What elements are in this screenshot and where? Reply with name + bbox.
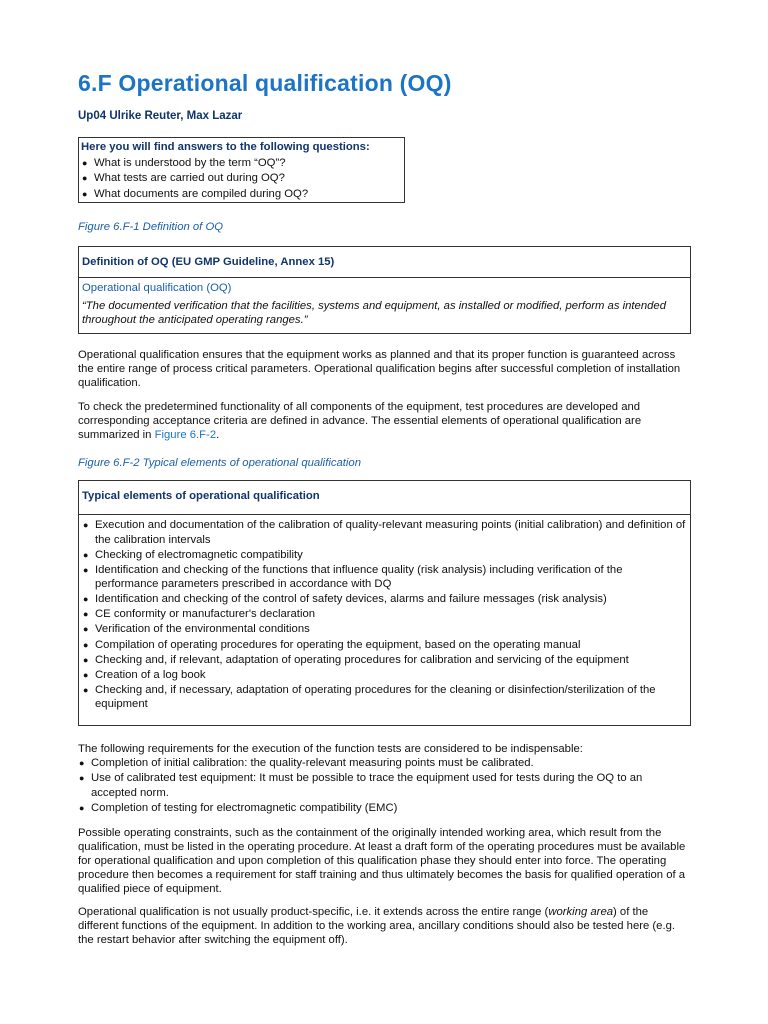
authors: Up04 Ulrike Reuter, Max Lazar xyxy=(78,110,243,122)
definition-box xyxy=(78,246,691,334)
paragraph-2-end: . xyxy=(216,429,220,441)
questions-box xyxy=(78,137,405,203)
element-item: ● Compilation of operating procedures for operating the equipment, based on the operating manual xyxy=(82,638,687,653)
questions-list xyxy=(81,156,402,203)
element-item: ● Identification and checking of the control of safety devices, alarms and failure messages (risk analysis) xyxy=(82,592,687,607)
elements-box xyxy=(78,480,691,726)
element-item: ● Execution and documentation of the calibration of quality-relevant measuring points (initial calibration) and definition of the calibration intervals xyxy=(82,518,687,547)
figure-caption-1: Figure 6.F-1 Definition of OQ xyxy=(78,221,224,233)
question-item: ● What tests are carried out during OQ? xyxy=(81,171,402,187)
paragraph-4 xyxy=(78,905,688,947)
definition-quote: “The documented verification that the facilities, systems and equipment, as installed or modified, perform as intended throughout the anticipated operating ranges.” xyxy=(82,300,666,326)
element-item: ● CE conformity or manufacturer's declaration xyxy=(82,607,687,622)
figure-caption-2: Figure 6.F-2 Typical elements of operational qualification xyxy=(78,457,361,469)
paragraph-4-italic: working area xyxy=(548,906,614,918)
paragraph-4-after: ) of the different functions of the equipment. In addition to the working area, ancillary conditions should also be tested here (e.g. the restart behavior after switching the equipment off). xyxy=(78,906,676,946)
question-item: ● What is understood by the term “OQ”? xyxy=(81,156,402,172)
paragraph-2 xyxy=(78,400,688,442)
element-item: ● Identification and checking of the functions that influence quality (risk analysis) including verification of the performance parameters prescribed in accordance with DQ xyxy=(82,563,687,592)
requirement-item: ● Completion of initial calibration: the quality-relevant measuring points must be calibrated. xyxy=(78,756,690,770)
element-item: ● Checking of electromagnetic compatibility xyxy=(82,548,687,563)
paragraph-1: Operational qualification ensures that the equipment works as planned and that its proper function is guaranteed across the entire range of process critical parameters. Operational qualification begins after successful completion of installation qualification. xyxy=(78,349,681,389)
element-item: ● Verification of the environmental conditions xyxy=(82,622,687,637)
element-item: ● Creation of a log book xyxy=(82,668,687,683)
requirements-list xyxy=(78,756,690,815)
requirements-intro: The following requirements for the execution of the function tests are considered to be indispensable: xyxy=(78,743,583,755)
page-title: 6.F Operational qualification (OQ) xyxy=(78,70,452,96)
element-item: ● Checking and, if relevant, adaptation of operating procedures for calibration and servicing of the equipment xyxy=(82,653,687,668)
paragraph-4-before: Operational qualification is not usually product-specific, i.e. it extends across the entire range ( xyxy=(78,906,549,918)
questions-title: Here you will find answers to the following questions: xyxy=(81,141,370,153)
requirements-section xyxy=(78,742,690,816)
requirement-item: ● Use of calibrated test equipment: It must be possible to trace the equipment used for tests during the OQ to an accepted norm. xyxy=(78,771,690,800)
requirement-item: ● Completion of testing for electromagnetic compatibility (EMC) xyxy=(78,801,690,815)
definition-header: Definition of OQ (EU GMP Guideline, Annex 15) xyxy=(79,247,690,278)
paragraph-2-text: To check the predetermined functionality of all components of the equipment, test procedures are developed and corresponding acceptance criteria are defined in advance. The essential elements of operational qualification are summarized in xyxy=(78,401,642,441)
elements-header: Typical elements of operational qualification xyxy=(79,481,690,515)
elements-list xyxy=(79,515,690,712)
definition-subtitle: Operational qualification (OQ) xyxy=(82,282,232,294)
question-item: ● What documents are compiled during OQ? xyxy=(81,187,402,203)
element-item: ● Checking and, if necessary, adaptation of operating procedures for the cleaning or disinfection/sterilization of the equipment xyxy=(82,683,687,712)
figure-link[interactable]: Figure 6.F-2 xyxy=(154,429,217,441)
paragraph-3: Possible operating constraints, such as the containment of the originally intended working area, which result from the qualification, must be listed in the operating procedure. At least a draft form of the operating procedures must be available for operational qualification and upon completion of this qualification phase they should enter into force. The operating procedure then becomes a requirement for staff training and thus ultimately becomes the basis for qualified operation of a qualified piece of equipment. xyxy=(78,827,686,895)
